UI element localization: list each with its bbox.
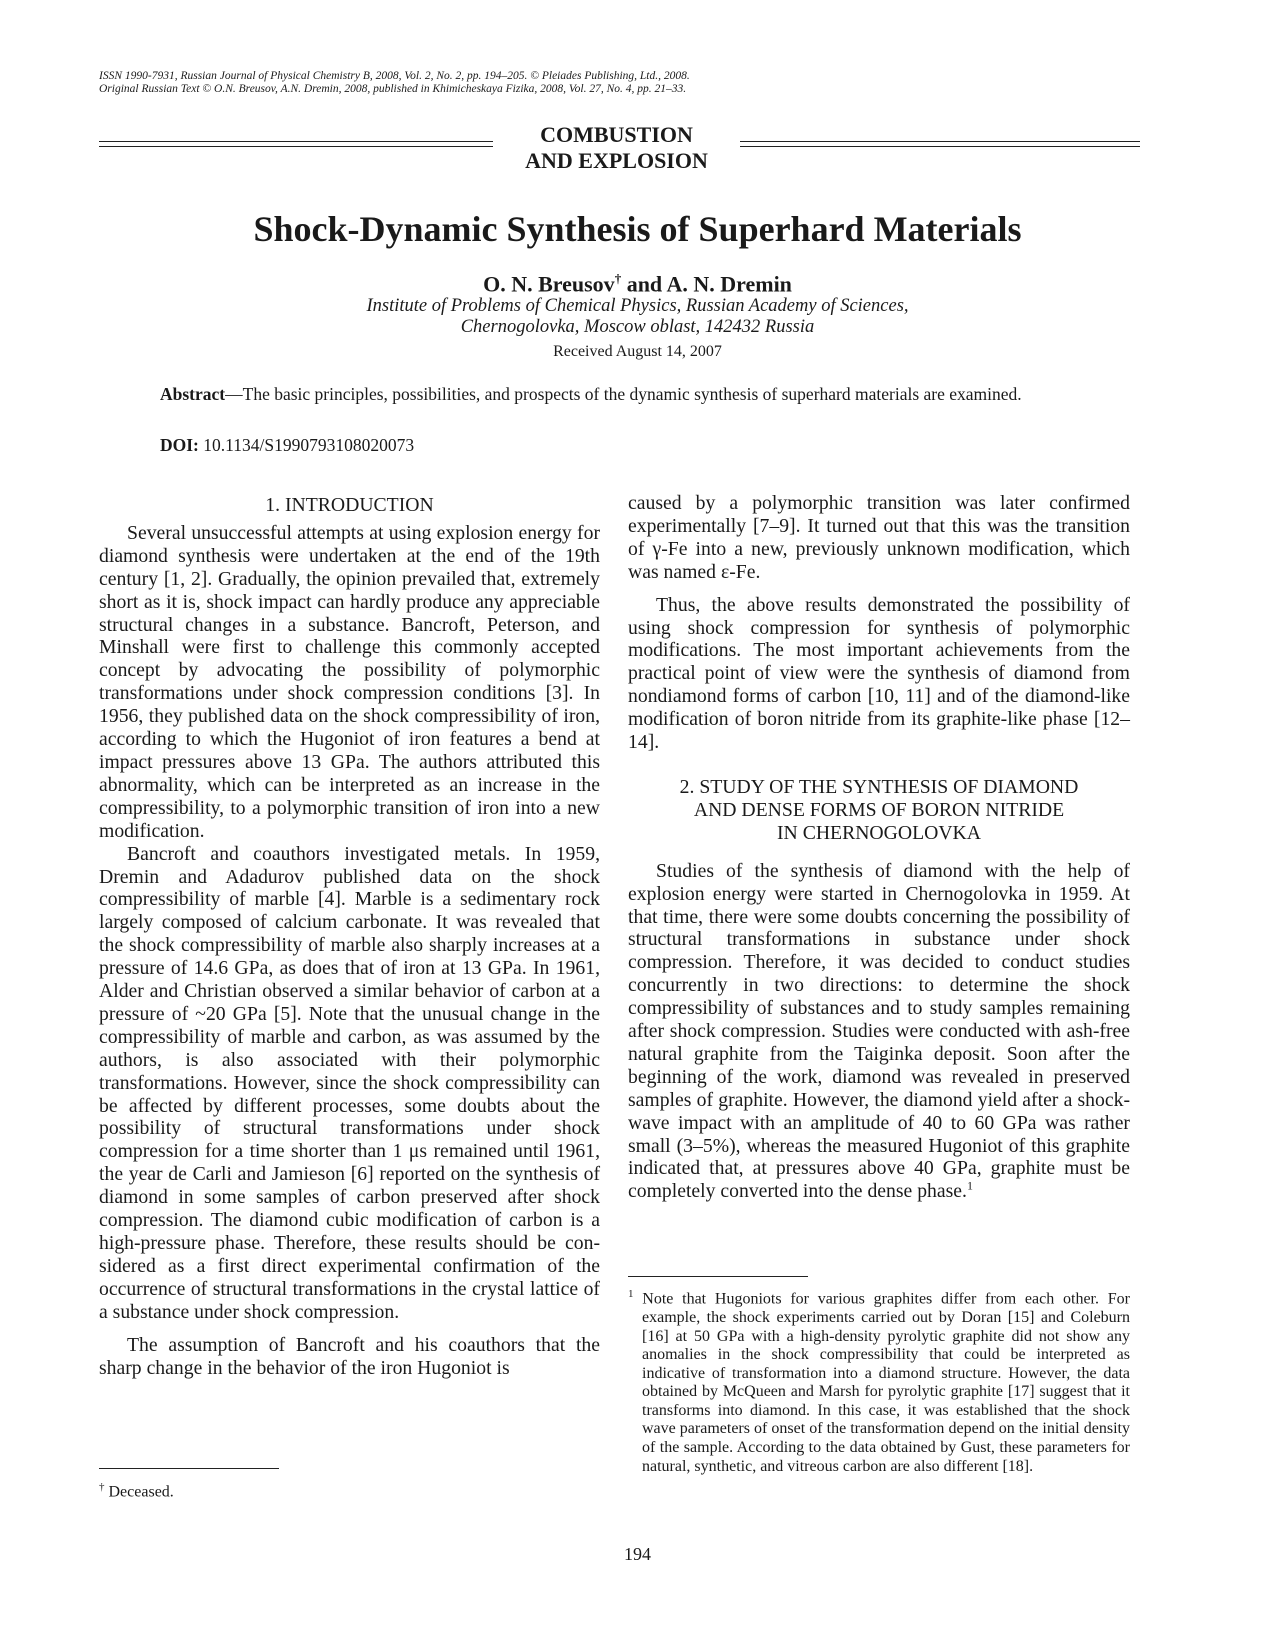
original-text-line: Original Russian Text © O.N. Breusov, A.N. Dremin, 2008, published in Khimicheskaya Fizika, 2008, Vol. 27, No. 4, pp. 21–33. (99, 83, 687, 95)
deceased-mark: † (614, 271, 622, 286)
footnote-1-mark: 1 (628, 1288, 634, 1300)
journal-header (99, 70, 1099, 96)
section-label (493, 122, 740, 174)
footnote-deceased (99, 1478, 499, 1501)
section-heading-introduction: 1. INTRODUCTION (265, 494, 434, 516)
footnote-1 (628, 1285, 1130, 1476)
affiliation-line1: Institute of Problems of Chemical Physics, Russian Academy of Sciences, (366, 296, 909, 316)
continued-paragraph: caused by a polymorphic transition was later confirmed experimentally [7–9]. It turned out that this was the transition of γ-Fe into a new, previously unknown modification, which was named ε-Fe. (628, 492, 1130, 583)
section-label-line1: COMBUSTION (540, 122, 693, 147)
received-date: Received August 14, 2007 (553, 343, 722, 360)
results-paragraph: Thus, the above results demonstrated the possibility of using shock compression for synthesis of polymorphic modifications. The most important achievements from the practical point of view were the synthesis of diamond from nondiamond forms of carbon [10, 11] and of the diamond-like modification of boron nitride from its graphite-like phase [12–14]. (628, 593, 1130, 754)
intro-paragraph-3: The assumption of Bancroft and his coauthors that the sharp change in the behavior of the iron Hugoniot is (99, 1333, 600, 1379)
section-label-line2: AND EXPLOSION (525, 148, 708, 173)
section-rule-right (740, 141, 1140, 147)
synthesis-paragraph-text: Studies of the synthesis of diamond with the help of explosion energy were started in Chernogolovka in 1959. At that time, there were some doubts concerning the possibility of structural transformations in substance under shock compression. Therefore, it was decided to conduct studies concurrently in two directions: to determine the shock compressibility of substances and to study samples remaining after shock compression. Studies were conducted with ash-free natural graphite from the Taiginka deposit. Soon after the beginning of the work, diamond was revealed in preserved samples of graphite. However, the diamond yield after a shock-wave impact with an amplitude of 40 to 60 GPa was rather small (3–5%), whereas the measured Hugoniot of this graphite indicated that, at pressures above 40 GPa, graphite must be completely converted into the dense phase. (628, 859, 1130, 1203)
footnote-ref-1[interactable]: 1 (966, 1178, 973, 1193)
synthesis-paragraph (628, 860, 1130, 1204)
intro-paragraph-2: Bancroft and coauthors investigated metals. In 1959, Dremin and Adadurov published data on the shock compressibility of marble [4]. Marble is a sedimentary rock largely composed of calcium carbonate. It was revealed that the shock compressibility of marble also sharply increases at a pressure of 14.6 GPa, as does that of iron at 13 GPa. In 1961, Alder and Christian observed a similar behavior of carbon at a pressure of ~20 GPa [5]. Note that the unusual change in the compressibility of marble and carbon, as was assumed by the authors, is also associated with their polymorphic transformations. However, since the shock compressibility can be affected by different processes, some doubts about the possibility of structural transformations under shock compression for a time shorter than 1 μs remained until 1961, the year de Carli and Jamieson [6] reported on the synthesis of diamond in some samples of carbon preserved after shock compression. The diamond cubic modification of carbon is a high-pressure phase. Therefore, these results should be considered as a first direct experimental confirmation of the occurrence of structural transformations in the crystal lattice of a substance under shock compression. (99, 842, 600, 1323)
footnote-1-text: Note that Hugoniots for various graphites differ from each other. For example, the shock experiments carried out by Doran [15] and Coleburn [16] at 50 GPa with a high-density pyrolytic graphite did not show any anomalies in the shock compressibility that could be interpreted as indicative of transformation into a diamond structure. However, the data obtained by McQueen and Marsh for pyrolytic graphite [17] suggest that it transforms into diamond. In this case, it was established that the shock wave parameters of onset of the transformation depend on the initial density of the sample. According to the data obtained by Gust, these parameters for natural, synthetic, and vitreous carbon are also different [18]. (633, 1290, 1130, 1475)
author-1: O. N. Breusov (483, 271, 615, 297)
author-join: and (621, 271, 667, 297)
doi-value: 10.1134/S1990793108020073 (198, 435, 415, 455)
paragraph-gap (628, 584, 1130, 594)
doi-label: DOI: (160, 435, 199, 455)
section-rule-left (99, 141, 493, 147)
affiliation (0, 296, 1275, 338)
intro-paragraph-1: Several unsuccessful attempts at using explosion energy for diamond synthesis were undertaken at the end of the 19th century [1, 2]. Gradually, the opinion prevailed that, extremely short as it is, shock impact can hardly produce any appreciable structural changes in a substance. Bancroft, Peterson, and Minshall were first to challenge this commonly accepted concept by advocating the possibility of polymorphic transformations under shock compression conditions [3]. In 1956, they published data on the shock compressibility of iron, according to which the Hugoniot of iron features a bend at impact pressures above 13 GPa. The authors attributed this abnormality, which can be interpreted as an increase in the compressibility, to a polymorphic transition of iron into a new modification. (99, 521, 600, 842)
issn-line: ISSN 1990-7931, Russian Journal of Physical Chemistry B, 2008, Vol. 2, No. 2, pp. 194–205. © Pleiades Publishing, Ltd., 2008. (99, 70, 690, 82)
footnote-deceased-text: Deceased. (104, 1483, 174, 1501)
doi (160, 435, 760, 455)
footnote-rule-left (99, 1468, 279, 1469)
footnote-rule-right (628, 1276, 808, 1277)
author-2: A. N. Dremin (666, 271, 792, 297)
left-column (99, 494, 600, 1379)
abstract (160, 384, 1100, 404)
abstract-text: —The basic principles, possibilities, and prospects of the dynamic synthesis of superhard materials are examined. (225, 384, 1022, 404)
paragraph-gap (99, 1324, 600, 1334)
right-column (628, 492, 1130, 1203)
section-heading-line1: 2. STUDY OF THE SYNTHESIS OF DIAMOND (679, 775, 1079, 798)
section-heading-synthesis (628, 776, 1130, 845)
footnote-deceased-mark: † (99, 1481, 105, 1493)
section-heading-line3: IN CHERNOGOLOVKA (777, 821, 981, 844)
abstract-label: Abstract (160, 384, 226, 404)
page-number: 194 (624, 1544, 651, 1564)
section-heading-line2: AND DENSE FORMS OF BORON NITRIDE (693, 798, 1065, 821)
affiliation-line2: Chernogolovka, Moscow oblast, 142432 Russia (460, 317, 815, 337)
authors (0, 265, 1275, 298)
footnote-1-body (628, 1285, 1130, 1476)
article-title: Shock-Dynamic Synthesis of Superhard Materials (253, 209, 1022, 249)
